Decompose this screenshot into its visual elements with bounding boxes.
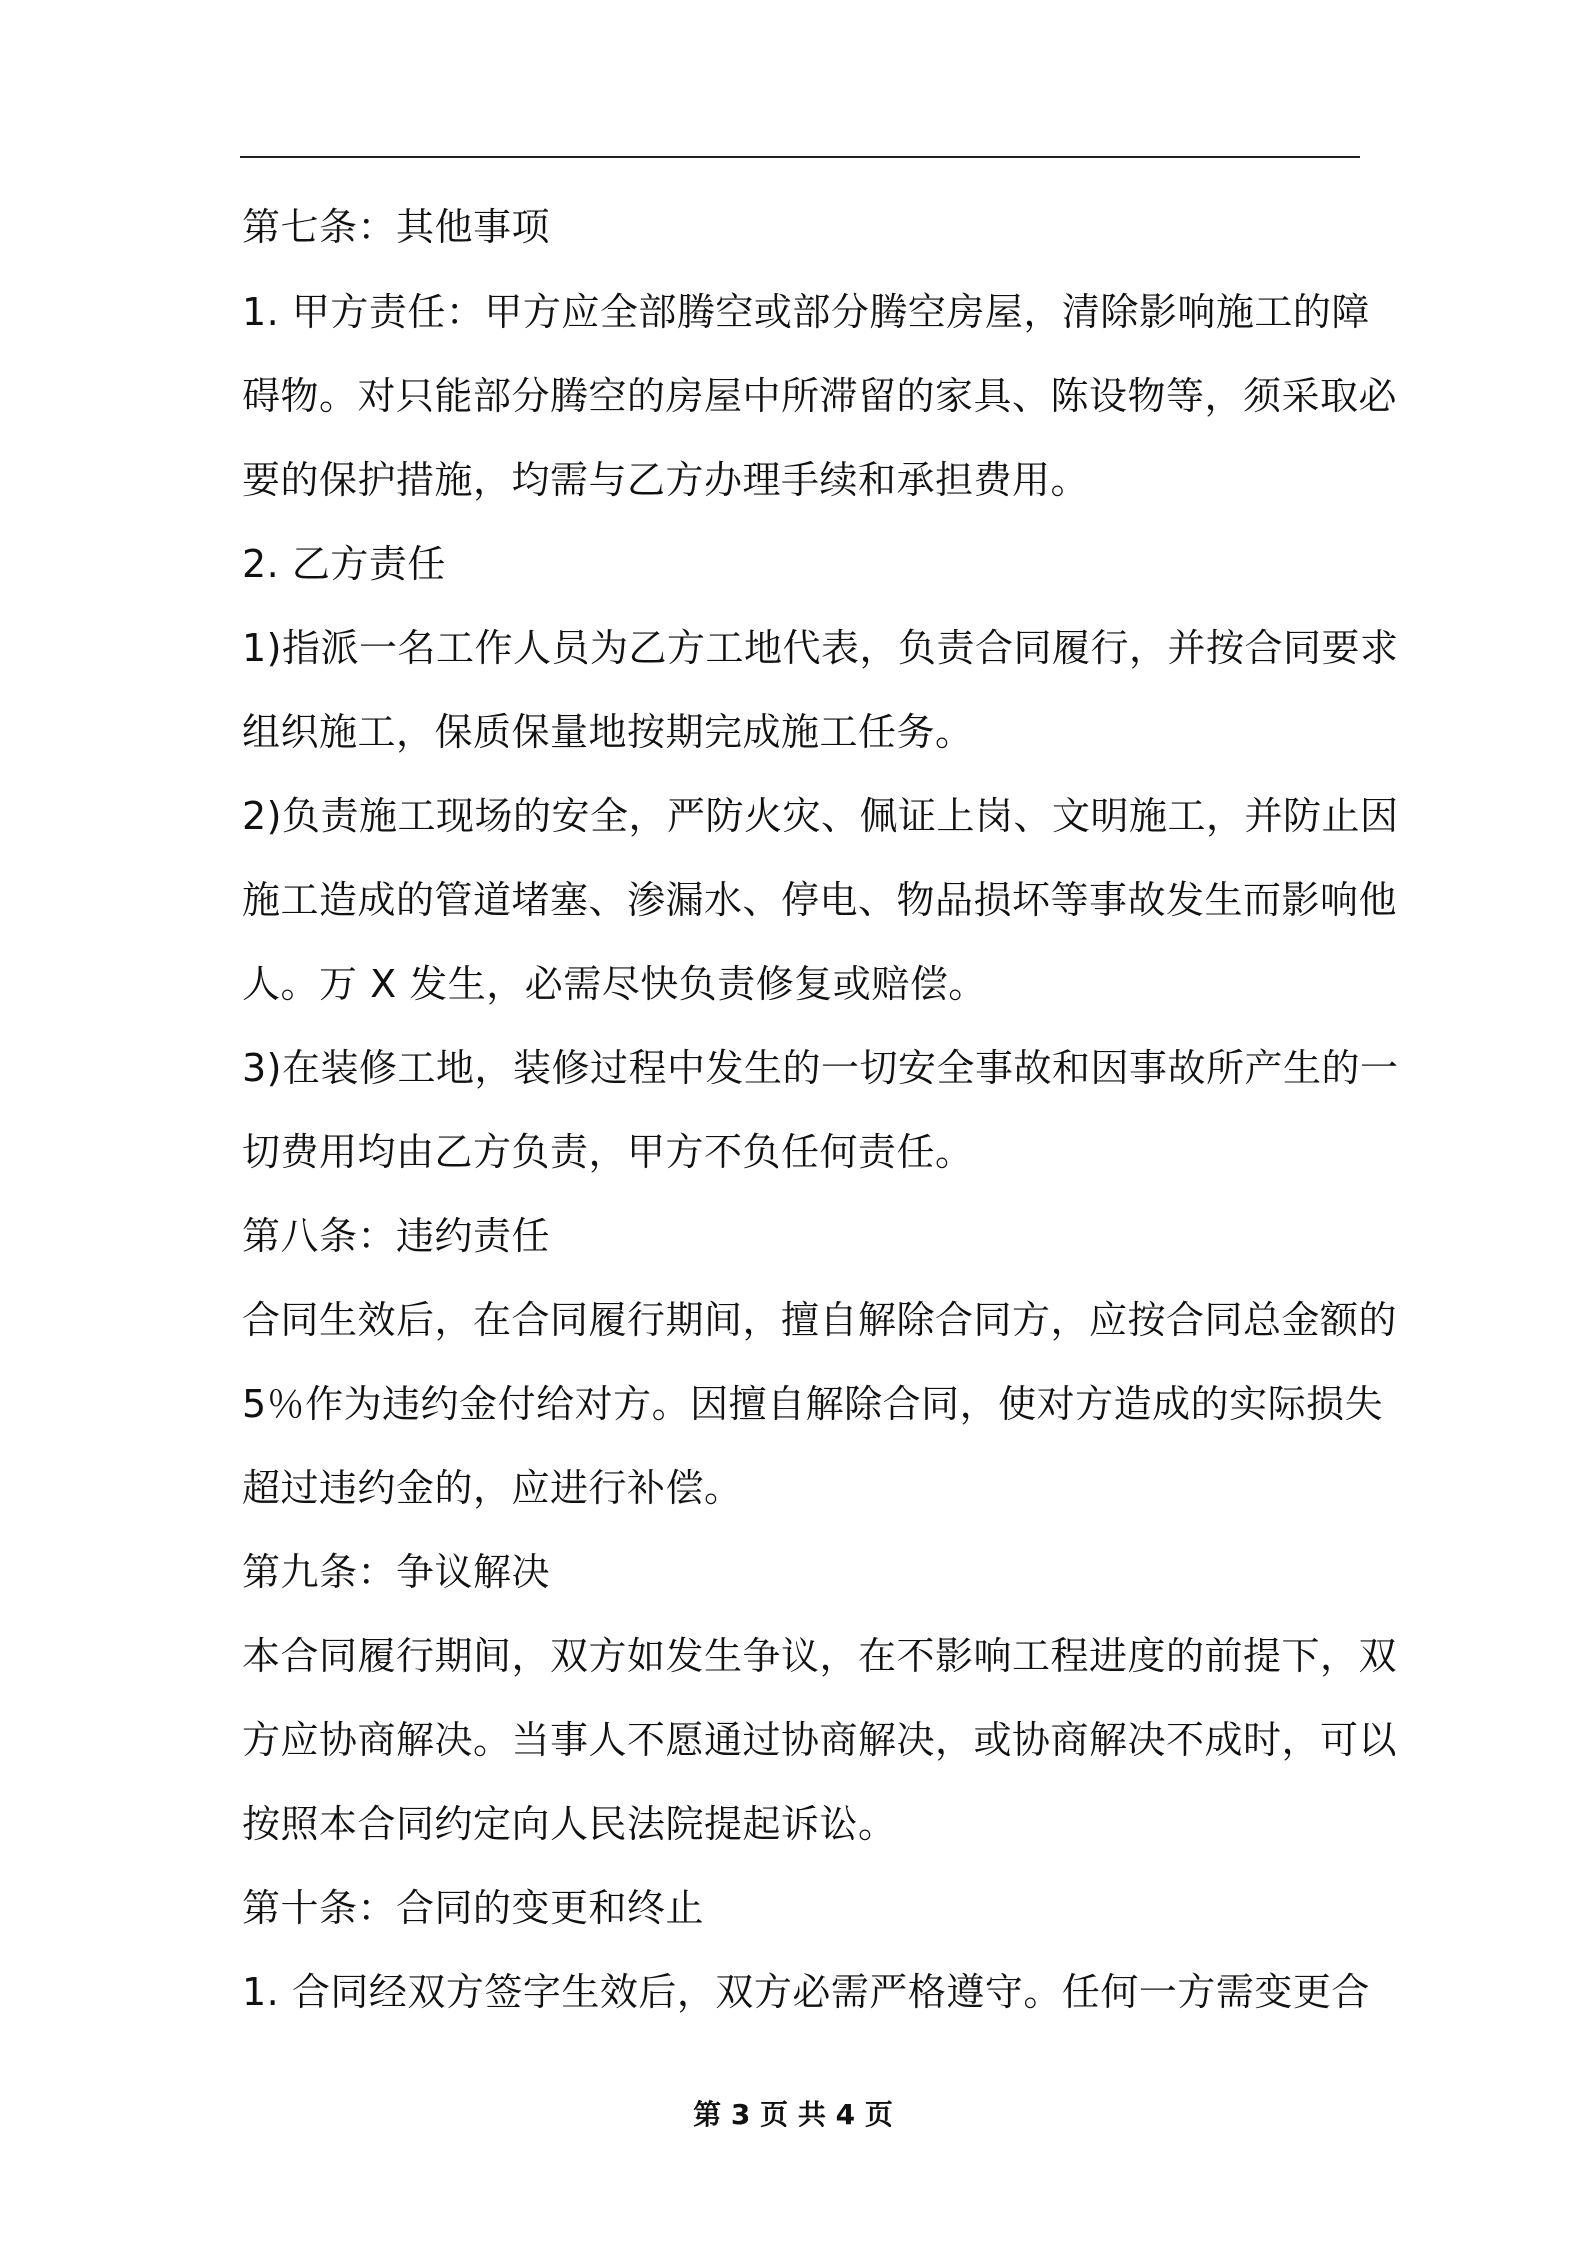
paragraph-line: 方应协商解决。当事人不愿通过协商解决，或协商解决不成时，可以 [242, 1718, 1398, 1762]
paragraph-line: 施工造成的管道堵塞、渗漏水、停电、物品损坏等事故发生而影响他 [242, 878, 1398, 922]
paragraph-line: 3)在装修工地，装修过程中发生的一切安全事故和因事故所产生的一 [242, 1046, 1399, 1090]
paragraph-line: 按照本合同约定向人民法院提起诉讼。 [242, 1802, 897, 1846]
paragraph-line: 切费用均由乙方负责，甲方不负任何责任。 [242, 1130, 974, 1174]
paragraph-line: 超过违约金的，应进行补偿。 [242, 1466, 743, 1510]
header-rule [240, 156, 1360, 158]
paragraph-line: 人。万 X 发生，必需尽快负责修复或赔偿。 [242, 962, 987, 1006]
paragraph-line: 本合同履行期间，双方如发生争议，在不影响工程进度的前提下，双 [242, 1634, 1398, 1678]
section-heading-7: 第七条：其他事项 [242, 205, 551, 249]
section-heading-9: 第九条：争议解决 [242, 1550, 551, 1594]
subsection-heading: 2. 乙方责任 [242, 542, 446, 586]
page-footer: 第 3 页 共 4 页 [693, 2098, 893, 2131]
section-heading-8: 第八条：违约责任 [242, 1214, 551, 1258]
paragraph-line: 1. 合同经双方签字生效后，双方必需严格遵守。任何一方需变更合 [242, 1970, 1370, 2014]
section-heading-10: 第十条：合同的变更和终止 [242, 1886, 705, 1930]
paragraph-line: 5％作为违约金付给对方。因擅自解除合同，使对方造成的实际损失 [242, 1382, 1384, 1426]
paragraph-line: 1. 甲方责任：甲方应全部腾空或部分腾空房屋，清除影响施工的障 [242, 290, 1370, 334]
paragraph-line: 组织施工，保质保量地按期完成施工任务。 [242, 710, 974, 754]
paragraph-line: 2)负责施工现场的安全，严防火灾、佩证上岗、文明施工，并防止因 [242, 794, 1399, 838]
paragraph-line: 碍物。对只能部分腾空的房屋中所滞留的家具、陈设物等，须采取必 [242, 374, 1398, 418]
paragraph-line: 要的保护措施，均需与乙方办理手续和承担费用。 [242, 458, 1090, 502]
paragraph-line: 1)指派一名工作人员为乙方工地代表，负责合同履行，并按合同要求 [242, 626, 1399, 670]
paragraph-line: 合同生效后，在合同履行期间，擅自解除合同方，应按合同总金额的 [242, 1298, 1398, 1342]
